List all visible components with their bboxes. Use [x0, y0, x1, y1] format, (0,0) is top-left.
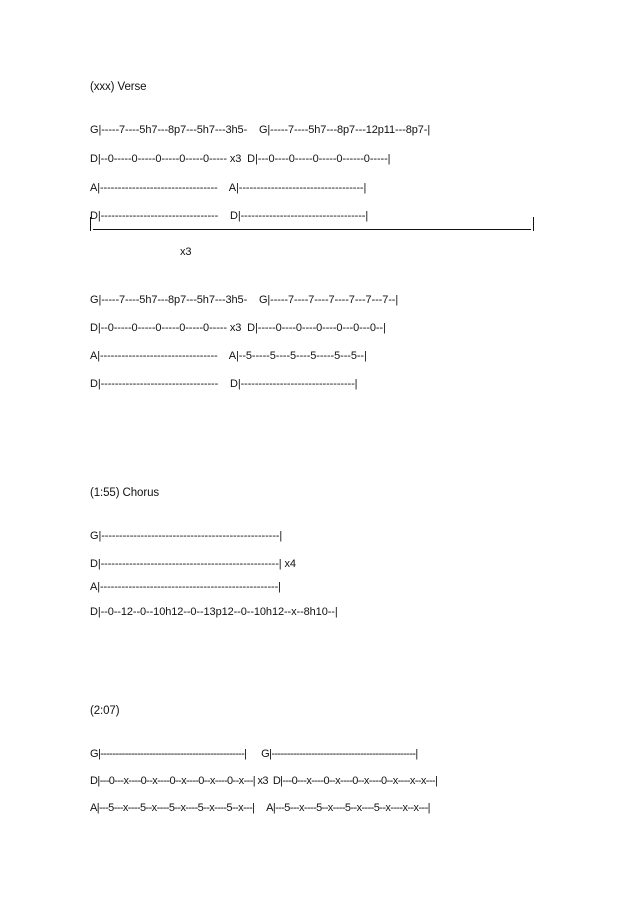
section3-tab-line-a: A|---5---x----5--x----5--x----5--x----5--x---| A|---5---x----5--x----5--x----5--x----x--x---|	[90, 802, 430, 814]
repeat-bracket	[90, 217, 534, 231]
chorus-tab-line-g: G|--------------------------------------------------|	[90, 530, 283, 542]
chorus-tab-line-a: A|--------------------------------------------------|	[90, 581, 281, 593]
verse-tab-line-d: D|--0-----0-----0-----0-----0----- x3 D|---0----0-----0-----0------0-----|	[90, 153, 391, 165]
verse2-tab-line-g: G|-----7----5h7---8p7---5h7---3h5- G|-----7----7----7----7---7---7--|	[90, 294, 399, 306]
section3-tab-line-g: G|-----------------------------------------------| G|-----------------------------------------------|	[90, 748, 418, 760]
section3-tab-line-d: D|---0---x----0--x----0--x----0--x----0--x---| x3 D|---0---x----0--x----0--x----0--x----x--x---|	[90, 775, 438, 787]
chorus-tab-line-d: D|--------------------------------------------------| x4	[90, 558, 296, 570]
verse2-tab-line-low-d: D|--------------------------------- D|--------------------------------|	[90, 378, 358, 390]
verse-tab-line-g: G|-----7----5h7---8p7---5h7---3h5- G|-----7----5h7---8p7---12p11---8p7-|	[90, 124, 431, 136]
verse-heading: (xxx) Verse	[90, 81, 147, 93]
verse2-tab-line-d: D|--0-----0-----0-----0-----0----- x3 D|-----0----0----0----0---0---0--|	[90, 322, 386, 334]
section3-heading: (2:07)	[90, 705, 120, 717]
verse2-tab-line-a: A|--------------------------------- A|--5-----5----5----5-----5---5--|	[90, 350, 367, 362]
chorus-heading: (1:55) Chorus	[90, 487, 160, 499]
chorus-tab-line-low-d: D|--0--12--0--10h12--0--13p12--0--10h12--x--8h10--|	[90, 606, 338, 618]
repeat-label: x3	[180, 246, 192, 258]
verse-tab-line-a: A|--------------------------------- A|-----------------------------------|	[90, 182, 367, 194]
verse-tab-line-low-d: D|--------------------------------- D|-----------------------------------|	[90, 210, 369, 222]
